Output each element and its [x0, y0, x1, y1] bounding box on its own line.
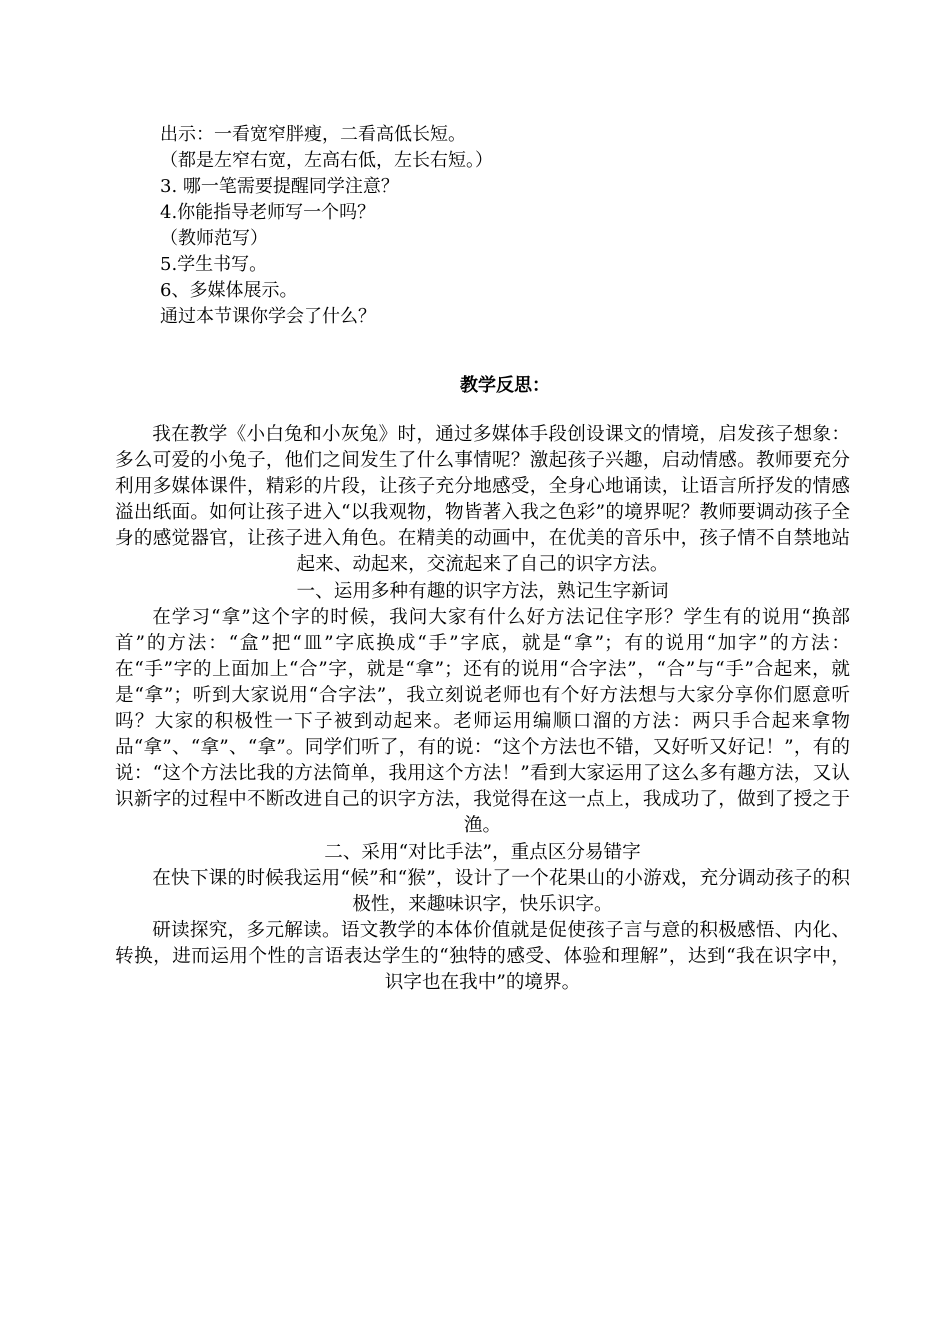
list-item: 出示：一看宽窄胖瘦，二看高低长短。 — [160, 124, 466, 145]
section-paragraph-1: 在学习“拿”这个字的时候，我问大家有什么好方法记住字形？学生有的说用“换部首”的方法：“盒”把“皿”字底换成“手”字底，就是“拿”；有的说用“加字”的方法：在“手”字的上面加上“合”字，就是“拿”；还有的说用“合字法”，“合”与“手”合起来，就是“拿”；听到大家说用“合字法”，我立刻说老师也有个好方法想与大家分享你们愿意听吗？大家的积极性一下子被到动起来。老师运用编顺口溜的方法：两只手合起来拿物品“拿”、“拿”、“拿”。同学们听了，有的说：“这个方法也不错，又好听又好记！”，有的说：“这个方法比我的方法简单，我用这个方法！”看到大家运用了这么多有趣方法，又认识新字的过程中不断改进自己的识字方法，我觉得在这一点上，我成功了，做到了授之于渔。 — [115, 606, 850, 837]
list-item: （都是左窄右宽，左高右低，左长右短。） — [160, 150, 493, 171]
reflection-body — [115, 422, 850, 996]
list-item: （教师范写） — [160, 228, 268, 249]
list-item: 4.你能指导老师写一个吗？ — [160, 202, 376, 223]
list-item: 3. 哪一笔需要提醒同学注意？ — [160, 176, 399, 197]
section-paragraph-2: 在快下课的时候我运用“候”和“猴”，设计了一个花果山的小游戏，充分调动孩子的积极性，来趣味识字，快乐识字。 — [152, 867, 850, 915]
reflection-title: 教学反思： — [460, 375, 550, 396]
list-item: 5.学生书写。 — [160, 254, 268, 275]
lesson-steps-list — [160, 122, 760, 330]
list-item: 通过本节课你学会了什么？ — [160, 306, 376, 327]
reflection-intro-paragraph: 我在教学《小白兔和小灰兔》时，通过多媒体手段创设课文的情境，启发孩子想象：多么可爱的小兔子，他们之间发生了什么事情呢？激起孩子兴趣，启动情感。教师要充分利用多媒体课件，精彩的片段，让孩子充分地感受，全身心地诵读，让语言所抒发的情感溢出纸面。如何让孩子进入“以我观物，物皆著入我之色彩”的境界呢？教师要调动孩子全身的感觉器官，让孩子进入角色。在精美的动画中，在优美的音乐中，孩子情不自禁地站起来、动起来，交流起来了自己的识字方法。 — [115, 424, 850, 576]
section-heading-1: 一、运用多种有趣的识字方法，熟记生字新词 — [296, 580, 669, 602]
section-paragraph-3: 研读探究，多元解读。语文教学的本体价值就是促使孩子言与意的积极感悟、内化、转换，进而运用个性的言语表达学生的“独特的感受、体验和理解”，达到“我在识字中，识字也在我中”的境界。 — [115, 919, 850, 993]
list-item: 6、多媒体展示。 — [160, 280, 298, 301]
section-heading-2: 二、采用“对比手法”，重点区分易错字 — [324, 841, 641, 863]
